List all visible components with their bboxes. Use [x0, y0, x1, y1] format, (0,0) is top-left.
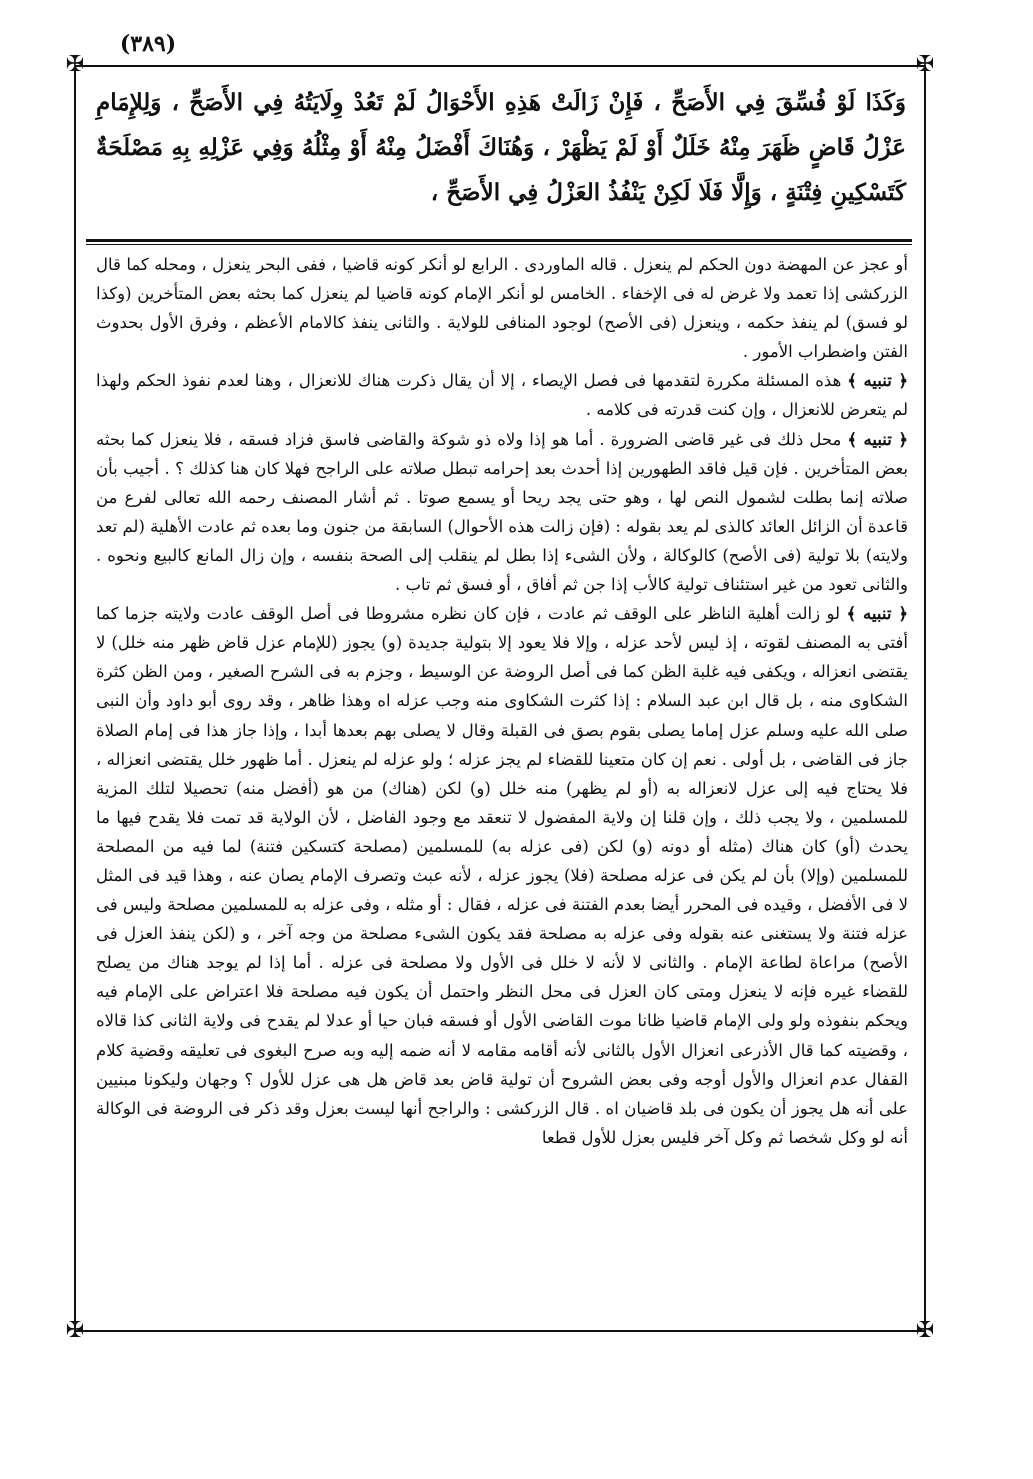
page-number: (٣٨٩) [119, 31, 177, 57]
matn-divider-line-thin [86, 244, 912, 245]
frame-bottom-line [74, 1330, 926, 1332]
commentary-paragraph-4 [96, 599, 908, 1152]
matn-divider-line [86, 239, 912, 242]
commentary-paragraph-1: أو عجز عن المهضة دون الحكم لم ينعزل . قاله الماوردى . الرابع لو أنكر كونه قاضيا ، ففى البحر ينعزل ، ومحله كما قال الزركشى إذا تعمد ولا غرض له فى الإخفاء . الخامس لو أنكر الإمام كونه قاضيا لم ينعزل كما بحثه بعض المتأخرين (وكذا لو فسق) لم ينفذ حكمه ، وينعزل (فى الأصح) لوجود المنافى للولاية . والثانى ينفذ كالامام الأعظم ، وفرق الأول بحدوث الفتن واضطراب الأمور . [96, 255, 908, 362]
commentary-paragraph-3 [96, 425, 908, 600]
corner-ornament-top-right-icon: ✠ [915, 52, 935, 77]
commentary-paragraph-2 [96, 366, 908, 424]
frame-right-line [924, 65, 926, 1332]
corner-ornament-bottom-left-icon: ✠ [65, 1318, 85, 1343]
frame-top-line [74, 65, 926, 67]
corner-ornament-bottom-right-icon: ✠ [915, 1318, 935, 1343]
note-text: محل ذلك فى غير قاضى الضرورة . أما هو إذا ولاه ذو شوكة والقاضى فاسق فزاد فسقه ، فلا ينعزل كما بحثه بعض المتأخرين . فإن قيل فاقد الطهورين إذا أحدث بعد إحرامه تبطل صلاته على الراجح فهلا كان هنا كذلك ؟ . أجيب بأن صلاته إنما بطلت لشمول النص لها ، وهو حتى يجد ريحا أو يسمع صوتا . ثم أشار المصنف رحمه الله تعالى لفرع من قاعدة أن الزائل العائد كالذى لم يعد بقوله : (فإن زالت هذه الأحوال) السابقة من جنون وما بعده ثم عادت الأهلية (لم تعد ولايته) بلا تولية (فى الأصح) كالوكالة ، ولأن الشىء إذا بطل لم ينقلب إلى الصحة بنفسه ، وإن زال المانع كالبيع ونحوه . والثانى تعود من غير استئناف تولية كالأب إذا جن ثم أفاق ، أو فسق ثم تاب . [95, 429, 908, 595]
corner-ornament-top-left-icon: ✠ [65, 52, 85, 77]
note-text: هذه المسئلة مكررة لتقدمها فى فصل الإيصاء ، إلا أن يقال ذكرت هناك للانعزال ، وهنا لعدم نفوذ الحكم ولهذا لم يتعرض للانعزال ، وإن كنت قدرته فى كلامه . [96, 371, 908, 420]
note-text: لو زالت أهلية الناظر على الوقف ثم عادت ، فإن كان نظره مشروطا فى أصل الوقف عادت ولايته جزما كما أفتى به المصنف لقوته ، إذ ليس لأحد عزله ، وإلا فلا يعود إلا بتولية جديدة (و) يجوز (للإمام عزل قاض ظهر منه خلل) لا يقتضى انعزاله ، ويكفى فيه غلبة الظن كما فى أصل الروضة عن الوسيط ، وجزم به فى الشرح الصغير ، ومن الظن كثرة الشكاوى منه ، بل قال ابن عبد السلام : إذا كثرت الشكاوى منه وجب عزله اه وهذا ظاهر ، وقد روى أبو داود وأن النبى صلى الله عليه وسلم عزل إماما يصلى بقوم بصق فى القبلة وقال لا يصلى بهم بعدها أبدا ، وإذا جاز هذا فى إمام الصلاة جاز فى القاضى ، بل أولى . نعم إن كان متعينا للقضاء لم يجز عزله ؛ ولو عزله لم ينعزل . أما ظهور خلل يقتضى انعزاله ، فلا يحتاج فيه إلى عزل لانعزاله به (أو لم يظهر) منه خلل (و) لكن (هناك) من هو (أفضل منه) تحصيلا لتلك المزية للمسلمين ، ولا يجب ذلك ، وإن قلنا إن ولاية المفضول لا تنعقد مع وجود الفاضل ، لأن الولاية قد تمت فلا يقدح فيها ما يحدث (أو) كان هناك (مثله أو دونه (و) لكن (فى عزله به) للمسلمين (مصلحة كتسكين فتنة) لما فيه من المصلحة للمسلمين (وإلا) بأن لم يكن فى عزله مصلحة (فلا) يجوز عزله ، لأنه عبث وتصرف الإمام يصان عنه ، وهذا قيد فى المثل لا فى الأفضل ، وقيده فى المحرر أيضا بعدم الفتنة فى عزله ، فقال : أو مثله ، وفى عزله به للمسلمين مصلحة وليس فى عزله فتنة ولا يستغنى عنه بقوله وفى عزله به مصلحة فقد يكون الشىء مصلحة من وجه آخر ، و (لكن ينفذ العزل فى الأصح) مراعاة لطاعة الإمام . والثانى لا لأنه لا خلل فى الأول ولا مصلحة فى عزله . أما إذا لم يوجد هناك من يصلح للقضاء غيره فإنه لا ينعزل ومتى كان العزل فى محل النظر واحتمل أن يكون فيه مصلحة فلا اعتراض على الإمام فيه ويحكم بنفوذه ولو ولى الإمام قاضيا ظانا موت القاضى الأول أو فسقه فبان حيا أو عدلا لم يقدح فى ولاية الثانى كذا قالاه ، وقضيته كما قال الأذرعى انعزال الأول بالثانى لأنه أقامه مقامه لا أنه ضمه إليه وبه صرح البغوى فى تعليقه وقضية كلام القفال عدم انعزال والأول أوجه وفى بعض الشروح أن تولية قاض بعد قاض هل هى عزل للأول ؟ وجهان وليكونا مبنيين على أنه هل يجوز أن يكون فى بلد قاضيان اه . قال الزركشى : والراجح أنها ليست بعزل وقد ذكر فى الروضة فى الوكالة أنه لو وكل شخصا ثم وكل آخر فليس بعزل للأول قطعا [96, 604, 908, 1147]
matn-paragraph: وَكَذَا لَوْ فُسِّقَ فِي الأَصَحِّ ، فَإِنْ زَالَتْ هَذِهِ الأَحْوَالُ لَمْ تَعُدْ وِلَايَتُهُ فِي الأَصَحِّ ، وَلِلإِمَامِ عَزْلُ قَاضٍ ظَهَرَ مِنْهُ خَلَلٌ أَوْ لَمْ يَظْهَرْ ، وَهُنَاكَ أَفْضَلُ مِنْهُ أَوْ مِثْلُهُ وَفِي عَزْلِهِ بِهِ مَصْلَحَةٌ كَتَسْكِينِ فِتْنَةٍ ، وَإِلَّا فَلَا لَكِنْ يَنْفُذُ العَزْلُ فِي الأَصَحِّ ، [96, 89, 906, 206]
frame-left-line [74, 65, 76, 1332]
note-label: ﴿ تنبيه ﴾ [847, 371, 908, 391]
note-label: ﴿ تنبيه ﴾ [847, 429, 909, 449]
commentary-text-block [96, 250, 908, 1326]
note-label: ﴿ تنبيه ﴾ [846, 604, 908, 624]
matn-text-block [96, 80, 906, 228]
